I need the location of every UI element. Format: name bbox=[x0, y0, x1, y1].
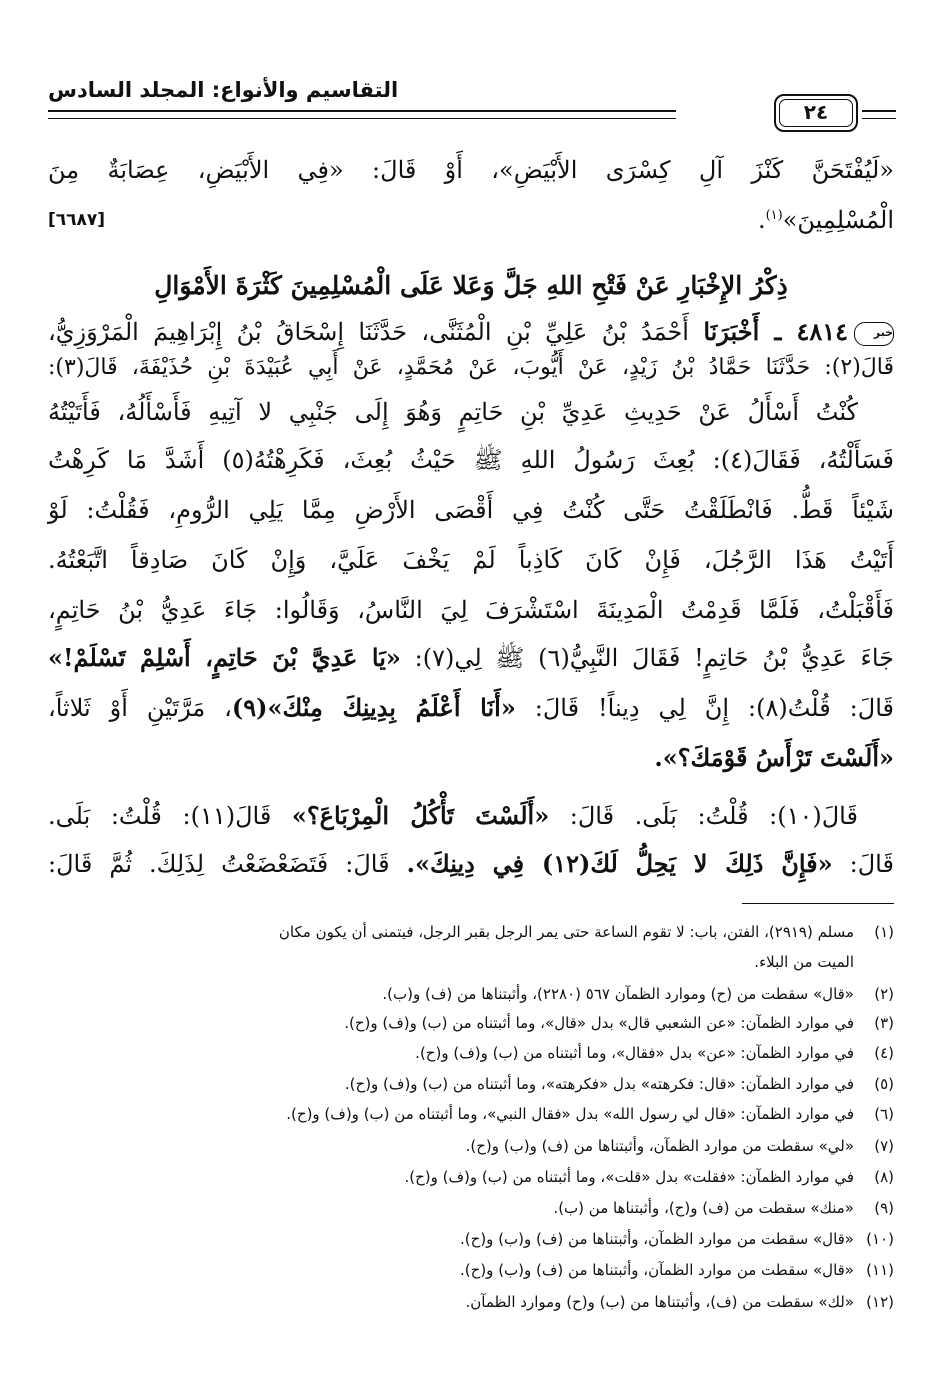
text-line-2 bbox=[48, 200, 894, 240]
footnote-text: «لك» سقطت من (ف)، وأثبتناها من (ب) و(ح) وموارد الظمآن. bbox=[465, 1293, 854, 1311]
footnote-text: في موارد الظمآن: «فقلت» بدل «قلت»، وما أثبتناه من (ب) و(ف) و(ح). bbox=[404, 1168, 854, 1186]
text-line-1: «لَيُفْتَحَنَّ كَنْزَ آلِ كِسْرَى الأَبْيَضِ»، أَوْ قَالَ: «فِي الأَبْيَضِ، عِصَابَةٌ مِنَ bbox=[48, 156, 894, 184]
footnote-item bbox=[48, 982, 894, 1006]
footnote-item bbox=[48, 1227, 894, 1251]
footnote-item bbox=[48, 1258, 894, 1282]
footnote-number: (٧) bbox=[874, 1137, 894, 1155]
text-line-3-rest: أَحْمَدُ بْنُ عَلِيِّ بْنِ الْمُثَنَّى، حَدَّثَنَا إِسْحَاقُ بْنُ إِبْرَاهِيمَ الْمَرْوَزِيُّ، bbox=[48, 318, 689, 346]
text-line-6: فَسَأَلْتُهُ، فَقَالَ(٤): بُعِثَ رَسُولُ اللهِ ﷺ حَيْثُ بُعِثَ، فَكَرِهْتُهُ(٥) أَشَدَّ مَا كَرِهْتُ bbox=[48, 446, 895, 474]
footnote-text: مسلم (٢٩١٩)، الفتن، باب: لا تقوم الساعة حتى يمر الرجل بقبر الرجل، فيتمنى أن يكون مكان bbox=[278, 923, 854, 941]
footnote-item bbox=[48, 1041, 894, 1065]
footnote-text: «قال» سقطت من موارد الظمآن، وأثبتناها من (ف) و(ب) و(ح). bbox=[460, 1261, 854, 1279]
footnote-text: في موارد الظمآن: «قال لي رسول الله» بدل «فقال النبي»، وما أثبتناه من (ب) و(ف) و(ح). bbox=[286, 1105, 854, 1123]
text-line-11 bbox=[48, 688, 894, 728]
footnote-text: الميت من البلاء. bbox=[754, 953, 854, 971]
text-line-11-c: ، مَرَّتَيْنِ أَوْ ثَلاثاً، bbox=[48, 694, 232, 722]
section-heading: ذِكْرُ الإِخْبَارِ عَنْ فَتْحِ اللهِ جَلَّ وَعَلا عَلَى الْمُسْلِمِينَ كَثْرَةَ الأَمْوَالِ bbox=[154, 271, 788, 300]
text-line-14 bbox=[48, 844, 894, 884]
footnote-item bbox=[48, 920, 894, 944]
hadith-reference: [٦٦٨٧] bbox=[48, 210, 106, 230]
khabar-badge-icon: خبر bbox=[854, 322, 894, 346]
text-line-13 bbox=[48, 796, 858, 836]
footnote-item bbox=[48, 950, 894, 974]
footnote-text: في موارد الظمآن: «عن الشعبي قال» بدل «قال»، وما أثبتناه من (ب) و(ف) و(ح). bbox=[344, 1014, 854, 1032]
running-title: التقاسيم والأنواع: المجلد السادس bbox=[48, 78, 399, 102]
footnote-number: (٦) bbox=[874, 1105, 894, 1123]
text-line-13-a: قَالَ(١٠): قُلْتُ: بَلَى. قَالَ: bbox=[569, 802, 858, 830]
footnote-item bbox=[48, 1072, 894, 1096]
text-line-2-end: . bbox=[757, 206, 766, 234]
footnote-text: في موارد الظمآن: «قال: فكرهته» بدل «فكرهته»، وما أثبتناه من (ب) و(ف) و(ح). bbox=[344, 1075, 854, 1093]
text-line-2-words: الْمُسْلِمِينَ» bbox=[782, 206, 894, 234]
header-rule-right-thin bbox=[862, 118, 896, 119]
text-line-13-quote: «أَلَسْتَ تَأْكُلُ الْمِرْبَاعَ؟» bbox=[291, 801, 550, 830]
text-line-13-c: قَالَ(١١): قُلْتُ: بَلَى. bbox=[48, 802, 272, 830]
footnote-number: (٥) bbox=[874, 1075, 894, 1093]
text-line-4: قَالَ(٢): حَدَّثَنَا حَمَّادُ بْنُ زَيْدٍ، عَنْ أَيُّوبَ، عَنْ مُحَمَّدٍ، عَنْ أَبِي عُبَيْدَةَ بْنِ حُذَيْفَةَ، قَالَ(٣): bbox=[48, 355, 894, 380]
footnote-number: (٩) bbox=[874, 1199, 894, 1217]
header-rule bbox=[48, 110, 676, 112]
text-line-10-quote: «يَا عَدِيَّ بْنَ حَاتِمٍ، أَسْلِمْ تَسْلَمْ!» bbox=[48, 643, 401, 672]
footnote-number: (١٠) bbox=[866, 1230, 894, 1248]
text-line-3 bbox=[48, 312, 894, 352]
footnote-number: (٨) bbox=[874, 1168, 894, 1186]
footnote-separator bbox=[742, 903, 894, 904]
footnote-item bbox=[48, 1165, 894, 1189]
text-line-12-quote: «أَلَسْتَ تَرْأَسُ قَوْمَكَ؟». bbox=[654, 743, 894, 772]
footnote-marker-1: (١) bbox=[765, 208, 783, 223]
footnote-text: «قال» سقطت من موارد الظمآن، وأثبتناها من (ف) و(ب) و(ح). bbox=[460, 1230, 854, 1248]
footnote-number: (١) bbox=[874, 923, 894, 941]
footnote-number: (١٢) bbox=[866, 1293, 894, 1311]
footnote-text: في موارد الظمآن: «عن» بدل «فقال»، وما أثبتناه من (ب) و(ف) و(ح). bbox=[415, 1044, 854, 1062]
footnote-item bbox=[48, 1134, 894, 1158]
text-line-10-a: جَاءَ عَدِيُّ بْنُ حَاتِمٍ! فَقَالَ النَّبِيُّ(٦) ﷺ لِي(٧): bbox=[414, 644, 894, 672]
footnote-number: (٤) bbox=[874, 1044, 894, 1062]
page-header bbox=[48, 70, 896, 132]
footnote-text: «قال» سقطت من (ح) وموارد الظمآن ٥٦٧ (٢٢٨٠)، وأثبتناها من (ف) و(ب). bbox=[382, 985, 854, 1003]
footnote-text: «لي» سقطت من موارد الظمآن، وأثبتناها من (ف) و(ب) و(ح). bbox=[465, 1137, 854, 1155]
page-number: ٢٤ bbox=[779, 99, 853, 127]
text-line-8: أَتَيْتُ هَذَا الرَّجُلَ، فَإِنْ كَانَ كَاذِباً لَمْ يَخْفَ عَلَيَّ، وَإِنْ كَانَ صَادِقاً اتَّبَعْتُهُ. bbox=[48, 546, 894, 574]
footnote-item bbox=[48, 1196, 894, 1220]
footnote-item bbox=[48, 1290, 894, 1314]
footnote-number: (١١) bbox=[866, 1261, 894, 1279]
footnote-item bbox=[48, 1102, 894, 1126]
text-line-5: كُنْتُ أَسْأَلُ عَنْ حَدِيثِ عَدِيِّ بْنِ حَاتِمٍ وَهُوَ إِلَى جَنْبِي لا آتِيهِ فَأَسْأَلُهُ، فَأَتَيْتُهُ bbox=[48, 398, 858, 426]
text-line-12 bbox=[48, 738, 894, 778]
text-line-14-a: قَالَ: bbox=[849, 850, 894, 878]
text-line-11-a: قَالَ: قُلْتُ(٨): إِنَّ لِي دِيناً! قَالَ: bbox=[534, 694, 894, 722]
text-line-10 bbox=[48, 638, 894, 678]
text-line-11-quote: «أَنَا أَعْلَمُ بِدِينِكَ مِنْكَ»(٩) bbox=[231, 693, 516, 722]
hadith-number: ٤٨١٤ ـ أَخْبَرَنَا bbox=[703, 317, 848, 346]
footnote-text: «منك» سقطت من (ف) و(ح)، وأثبتناها من (ب). bbox=[553, 1199, 854, 1217]
header-rule-thin bbox=[48, 118, 676, 119]
text-line-9: فَأَقْبَلْتُ، فَلَمَّا قَدِمْتُ الْمَدِينَةَ اسْتَشْرَفَ لِيَ النَّاسُ، وَقَالُوا: جَاءَ عَدِيُّ بْنُ حَاتِمٍ، bbox=[48, 596, 894, 624]
text-line-14-c: قَالَ: فَتَضَعْضَعْتُ لِذَلِكَ. ثُمَّ قَالَ: bbox=[48, 850, 390, 878]
header-rule-right bbox=[862, 110, 896, 112]
footnote-item bbox=[48, 1011, 894, 1035]
text-line-7: شَيْئاً قَطُّ. فَانْطَلَقْتُ حَتَّى كُنْتُ فِي أَقْصَى الأَرْضِ مِمَّا يَلِي الرُّومِ، فَقُلْتُ: لَوْ bbox=[48, 496, 894, 524]
footnote-number: (٢) bbox=[874, 985, 894, 1003]
page-number-frame bbox=[774, 94, 858, 132]
footnote-number: (٣) bbox=[874, 1014, 894, 1032]
text-line-14-quote: «فَإِنَّ ذَلِكَ لا يَحِلُّ لَكَ(١٢) فِي دِينِكَ». bbox=[406, 849, 833, 878]
